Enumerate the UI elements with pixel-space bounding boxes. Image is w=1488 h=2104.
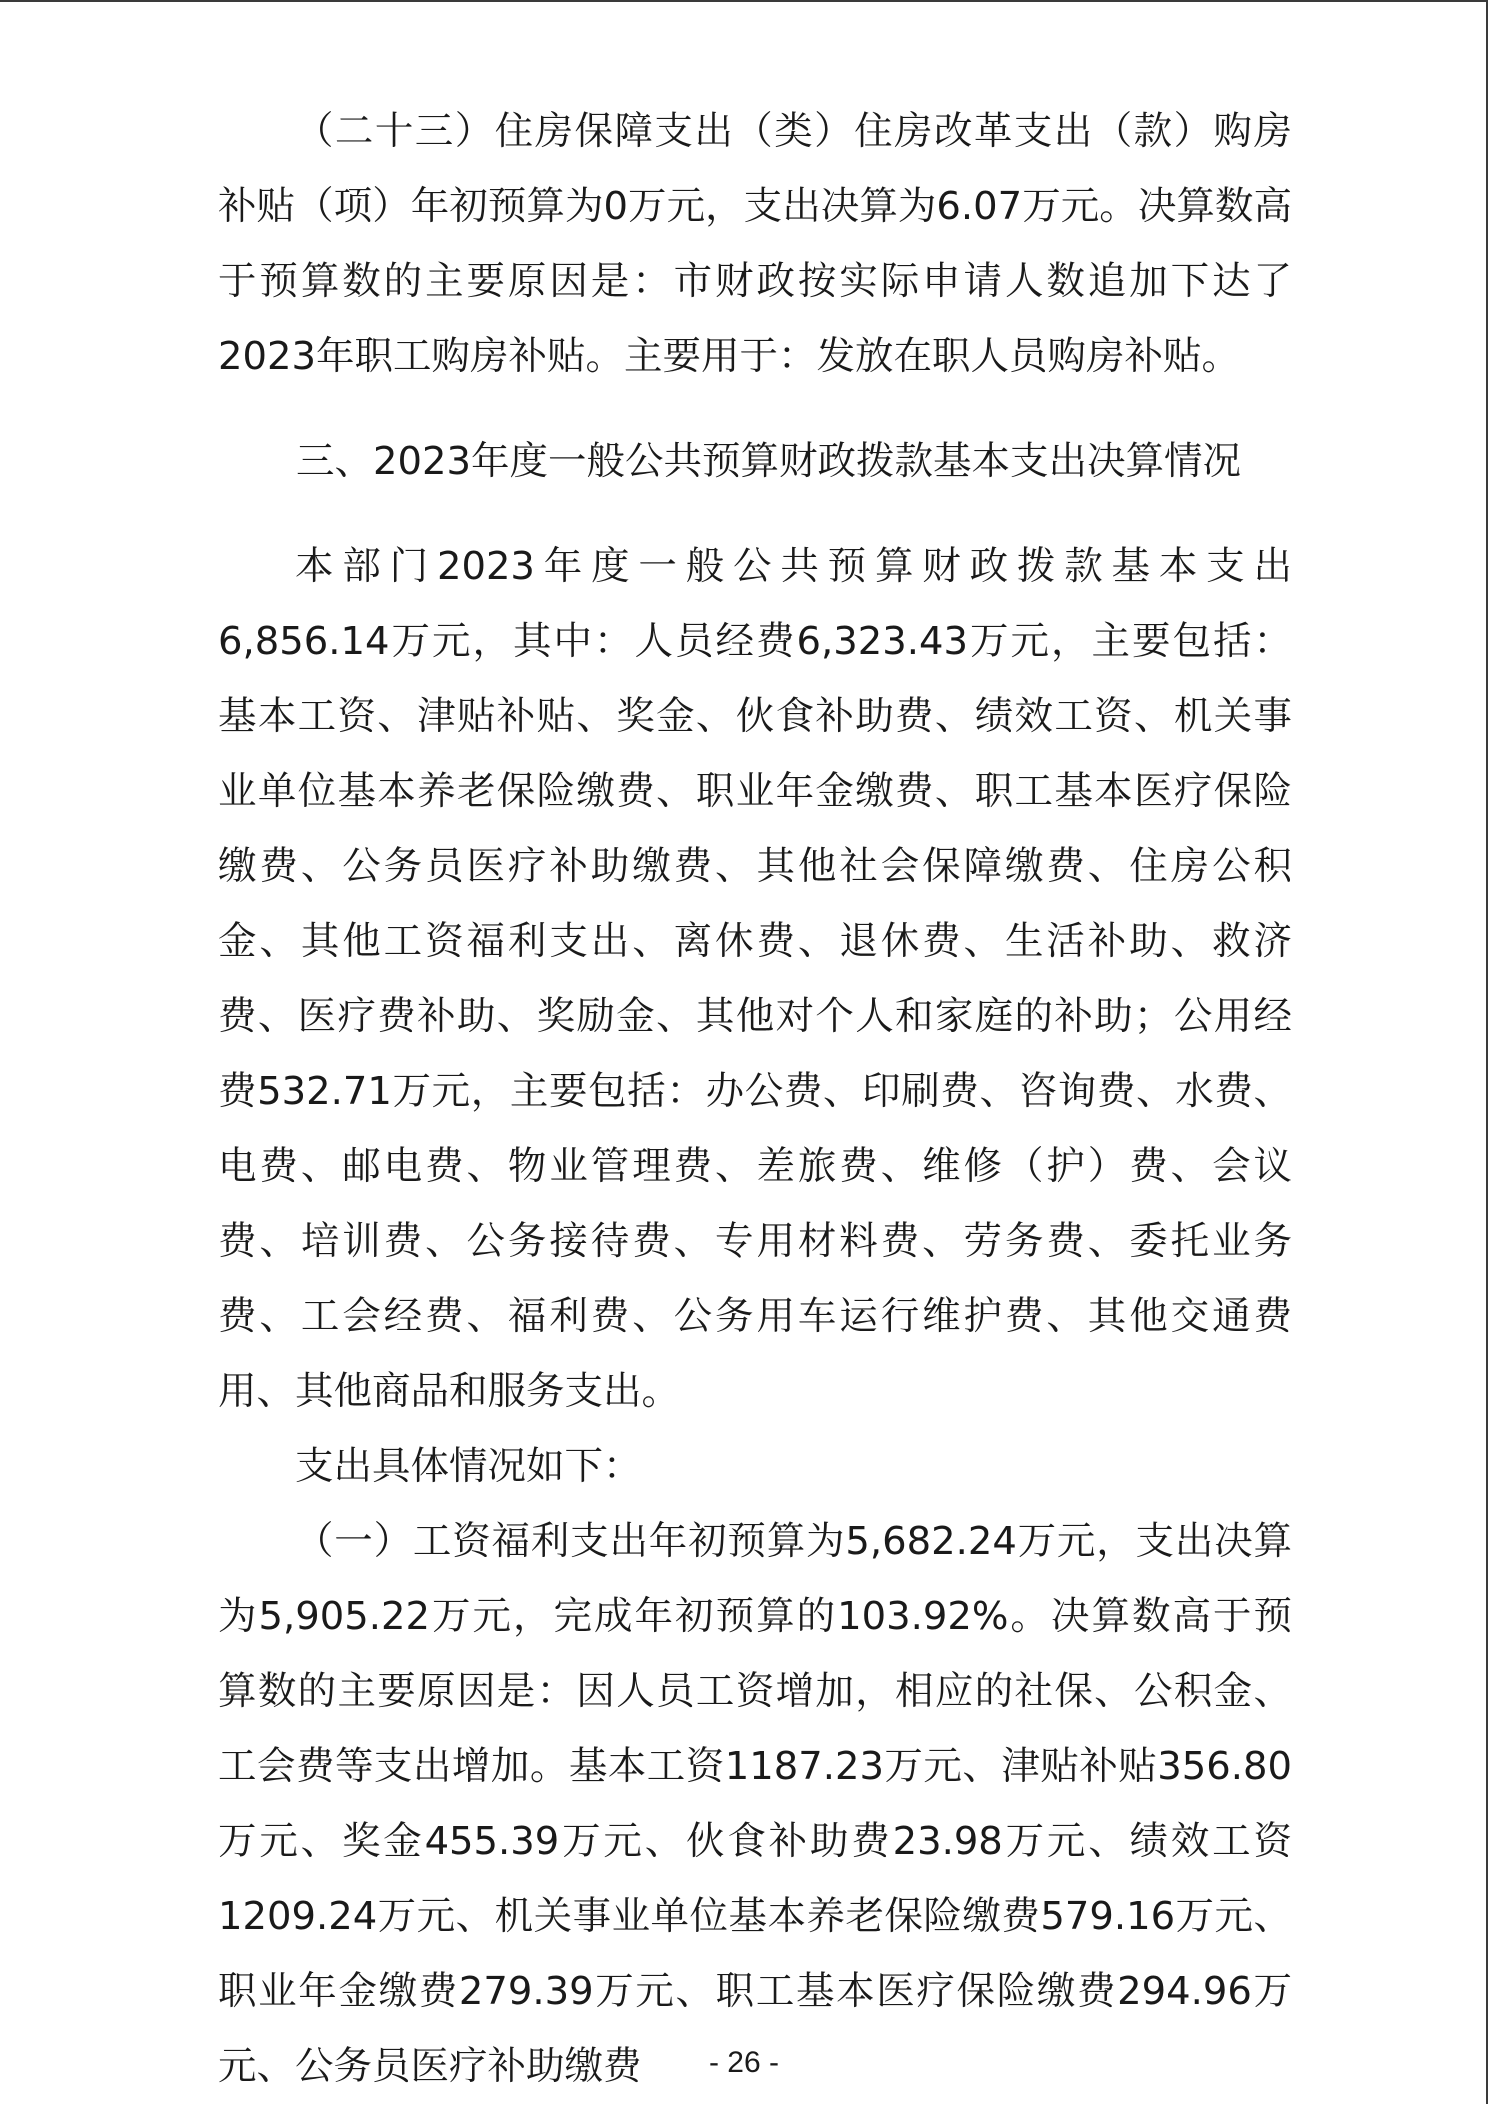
section-heading: 三、2023年度一般公共预算财政拨款基本支出决算情况 bbox=[296, 439, 1241, 484]
paragraph-housing-subsidy: （二十三）住房保障支出（类）住房改革支出（款）购房补贴（项）年初预算为0万元，支出决算为6.07万元。决算数高于预算数的主要原因是：市财政按实际申请人数追加下达了2023年职工购房补贴。主要用于：发放在职人员购房补贴。 bbox=[218, 109, 1292, 379]
paragraph-details-intro: 支出具体情况如下： bbox=[295, 1444, 642, 1489]
paragraph-basic-expenditure: 本部门2023年度一般公共预算财政拨款基本支出6,856.14万元，其中：人员经费6,323.43万元，主要包括：基本工资、津贴补贴、奖金、伙食补助费、绩效工资、机关事业单位基本养老保险缴费、职业年金缴费、职工基本医疗保险缴费、公务员医疗补助缴费、其他社会保障缴费、住房公积金、其他工资福利支出、离休费、退休费、生活补助、救济费、医疗费补助、奖励金、其他对个人和家庭的补助；公用经费532.71万元，主要包括：办公费、印刷费、咨询费、水费、电费、邮电费、物业管理费、差旅费、维修（护）费、会议费、培训费、公务接待费、专用材料费、劳务费、委托业务费、工会经费、福利费、公务用车运行维护费、其他交通费用、其他商品和服务支出。 bbox=[218, 544, 1292, 1414]
paragraph-salary-welfare: （一）工资福利支出年初预算为5,682.24万元，支出决算为5,905.22万元，完成年初预算的103.92%。决算数高于预算数的主要原因是：因人员工资增加，相应的社保、公积金、工会费等支出增加。基本工资1187.23万元、津贴补贴356.80万元、奖金455.39万元、伙食补助费23.98万元、绩效工资1209.24万元、机关事业单位基本养老保险缴费579.16万元、职业年金缴费279.39万元、职工基本医疗保险缴费294.96万元、公务员医疗补助缴费 bbox=[218, 1519, 1292, 2089]
page-number: - 26 - bbox=[708, 2046, 780, 2079]
document-body bbox=[218, 94, 1292, 2104]
